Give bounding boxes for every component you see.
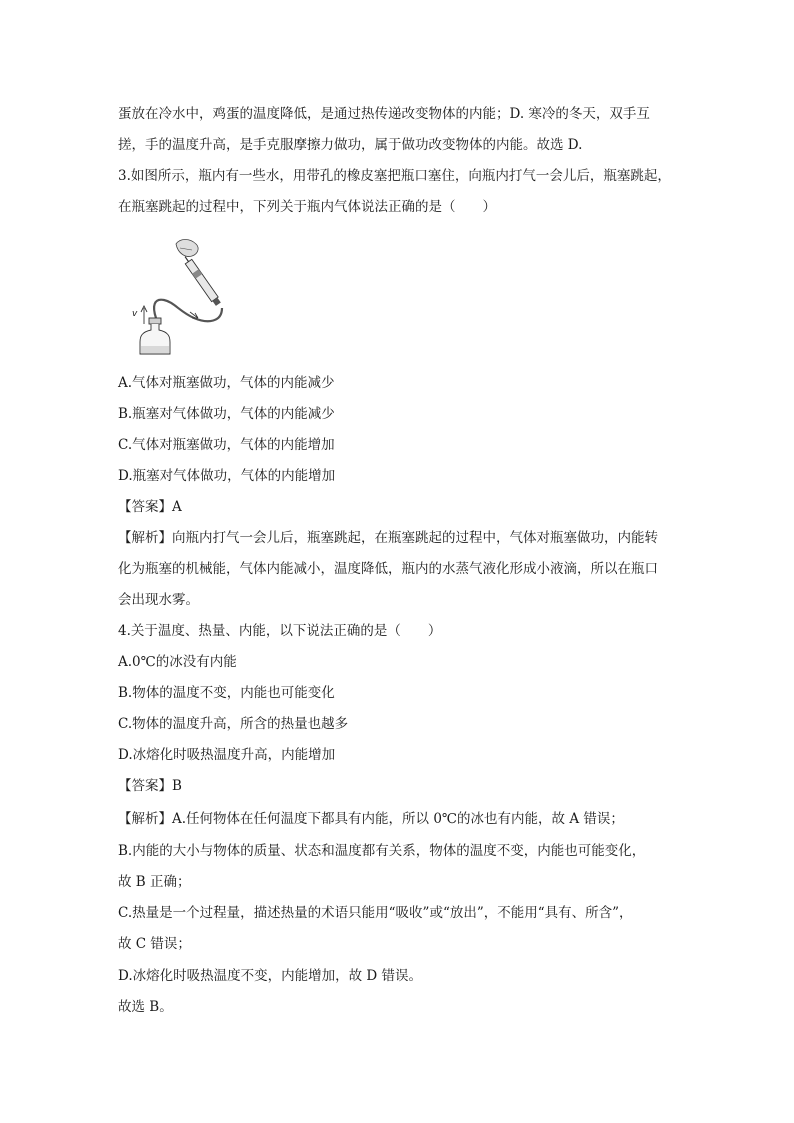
bottle-pump-figure <box>118 232 244 356</box>
explanation-line: 【解析】向瓶内打气一会儿后，瓶塞跳起，在瓶塞跳起的过程中，气体对瓶塞做功，内能转 <box>118 530 658 546</box>
explanation-line: B.内能的大小与物体的质量、状态和温度都有关系，物体的温度不变，内能也可能变化， <box>118 843 646 859</box>
text-line: 搓，手的温度升高，是手克服摩擦力做功，属于做功改变物体的内能。故选 D. <box>118 137 583 153</box>
conclusion-line: 故选 B。 <box>118 999 173 1015</box>
explanation-line: C.热量是一个过程量，描述热量的术语只能用“吸收”或“放出”，不能用“具有、所含”， <box>118 905 633 921</box>
question-4-stem: 4.关于温度、热量、内能，以下说法正确的是（ ） <box>118 623 442 639</box>
answer-label: 【答案】B <box>118 778 182 794</box>
explanation-line: D.冰熔化时吸热温度不变，内能增加，故 D 错误。 <box>118 968 423 984</box>
explanation-line: 故 C 错误； <box>118 936 191 952</box>
option-b: B.瓶塞对气体做功，气体的内能减少 <box>118 406 335 422</box>
velocity-label: v <box>132 309 138 319</box>
question-3-stem: 3.如图所示，瓶内有一些水，用带孔的橡皮塞把瓶口塞住，向瓶内打气一会儿后，瓶塞跳起， <box>118 168 671 184</box>
explanation-line: 【解析】A.任何物体在任何温度下都具有内能，所以 0℃的冰也有内能，故 A 错误； <box>118 811 624 827</box>
option-a: A.0℃的冰没有内能 <box>118 654 237 670</box>
explanation-line: 故 B 正确； <box>118 874 191 890</box>
option-c: C.气体对瓶塞做功，气体的内能增加 <box>118 437 335 453</box>
explanation-line: 化为瓶塞的机械能，气体内能减小，温度降低，瓶内的水蒸气液化形成小液滴，所以在瓶口 <box>118 561 658 577</box>
question-3-stem: 在瓶塞跳起的过程中，下列关于瓶内气体说法正确的是（ ） <box>118 199 496 215</box>
option-d: D.瓶塞对气体做功，气体的内能增加 <box>118 468 336 484</box>
answer-label: 【答案】A <box>118 499 182 515</box>
option-b: B.物体的温度不变，内能也可能变化 <box>118 685 335 701</box>
explanation-line: 会出现水雾。 <box>118 592 199 608</box>
option-d: D.冰熔化时吸热温度升高，内能增加 <box>118 747 336 763</box>
option-a: A.气体对瓶塞做功，气体的内能减少 <box>118 375 335 391</box>
option-c: C.物体的温度升高，所含的热量也越多 <box>118 716 349 732</box>
text-line: 蛋放在冷水中，鸡蛋的温度降低，是通过热传递改变物体的内能；D. 寒冷的冬天，双手互 <box>118 106 650 122</box>
